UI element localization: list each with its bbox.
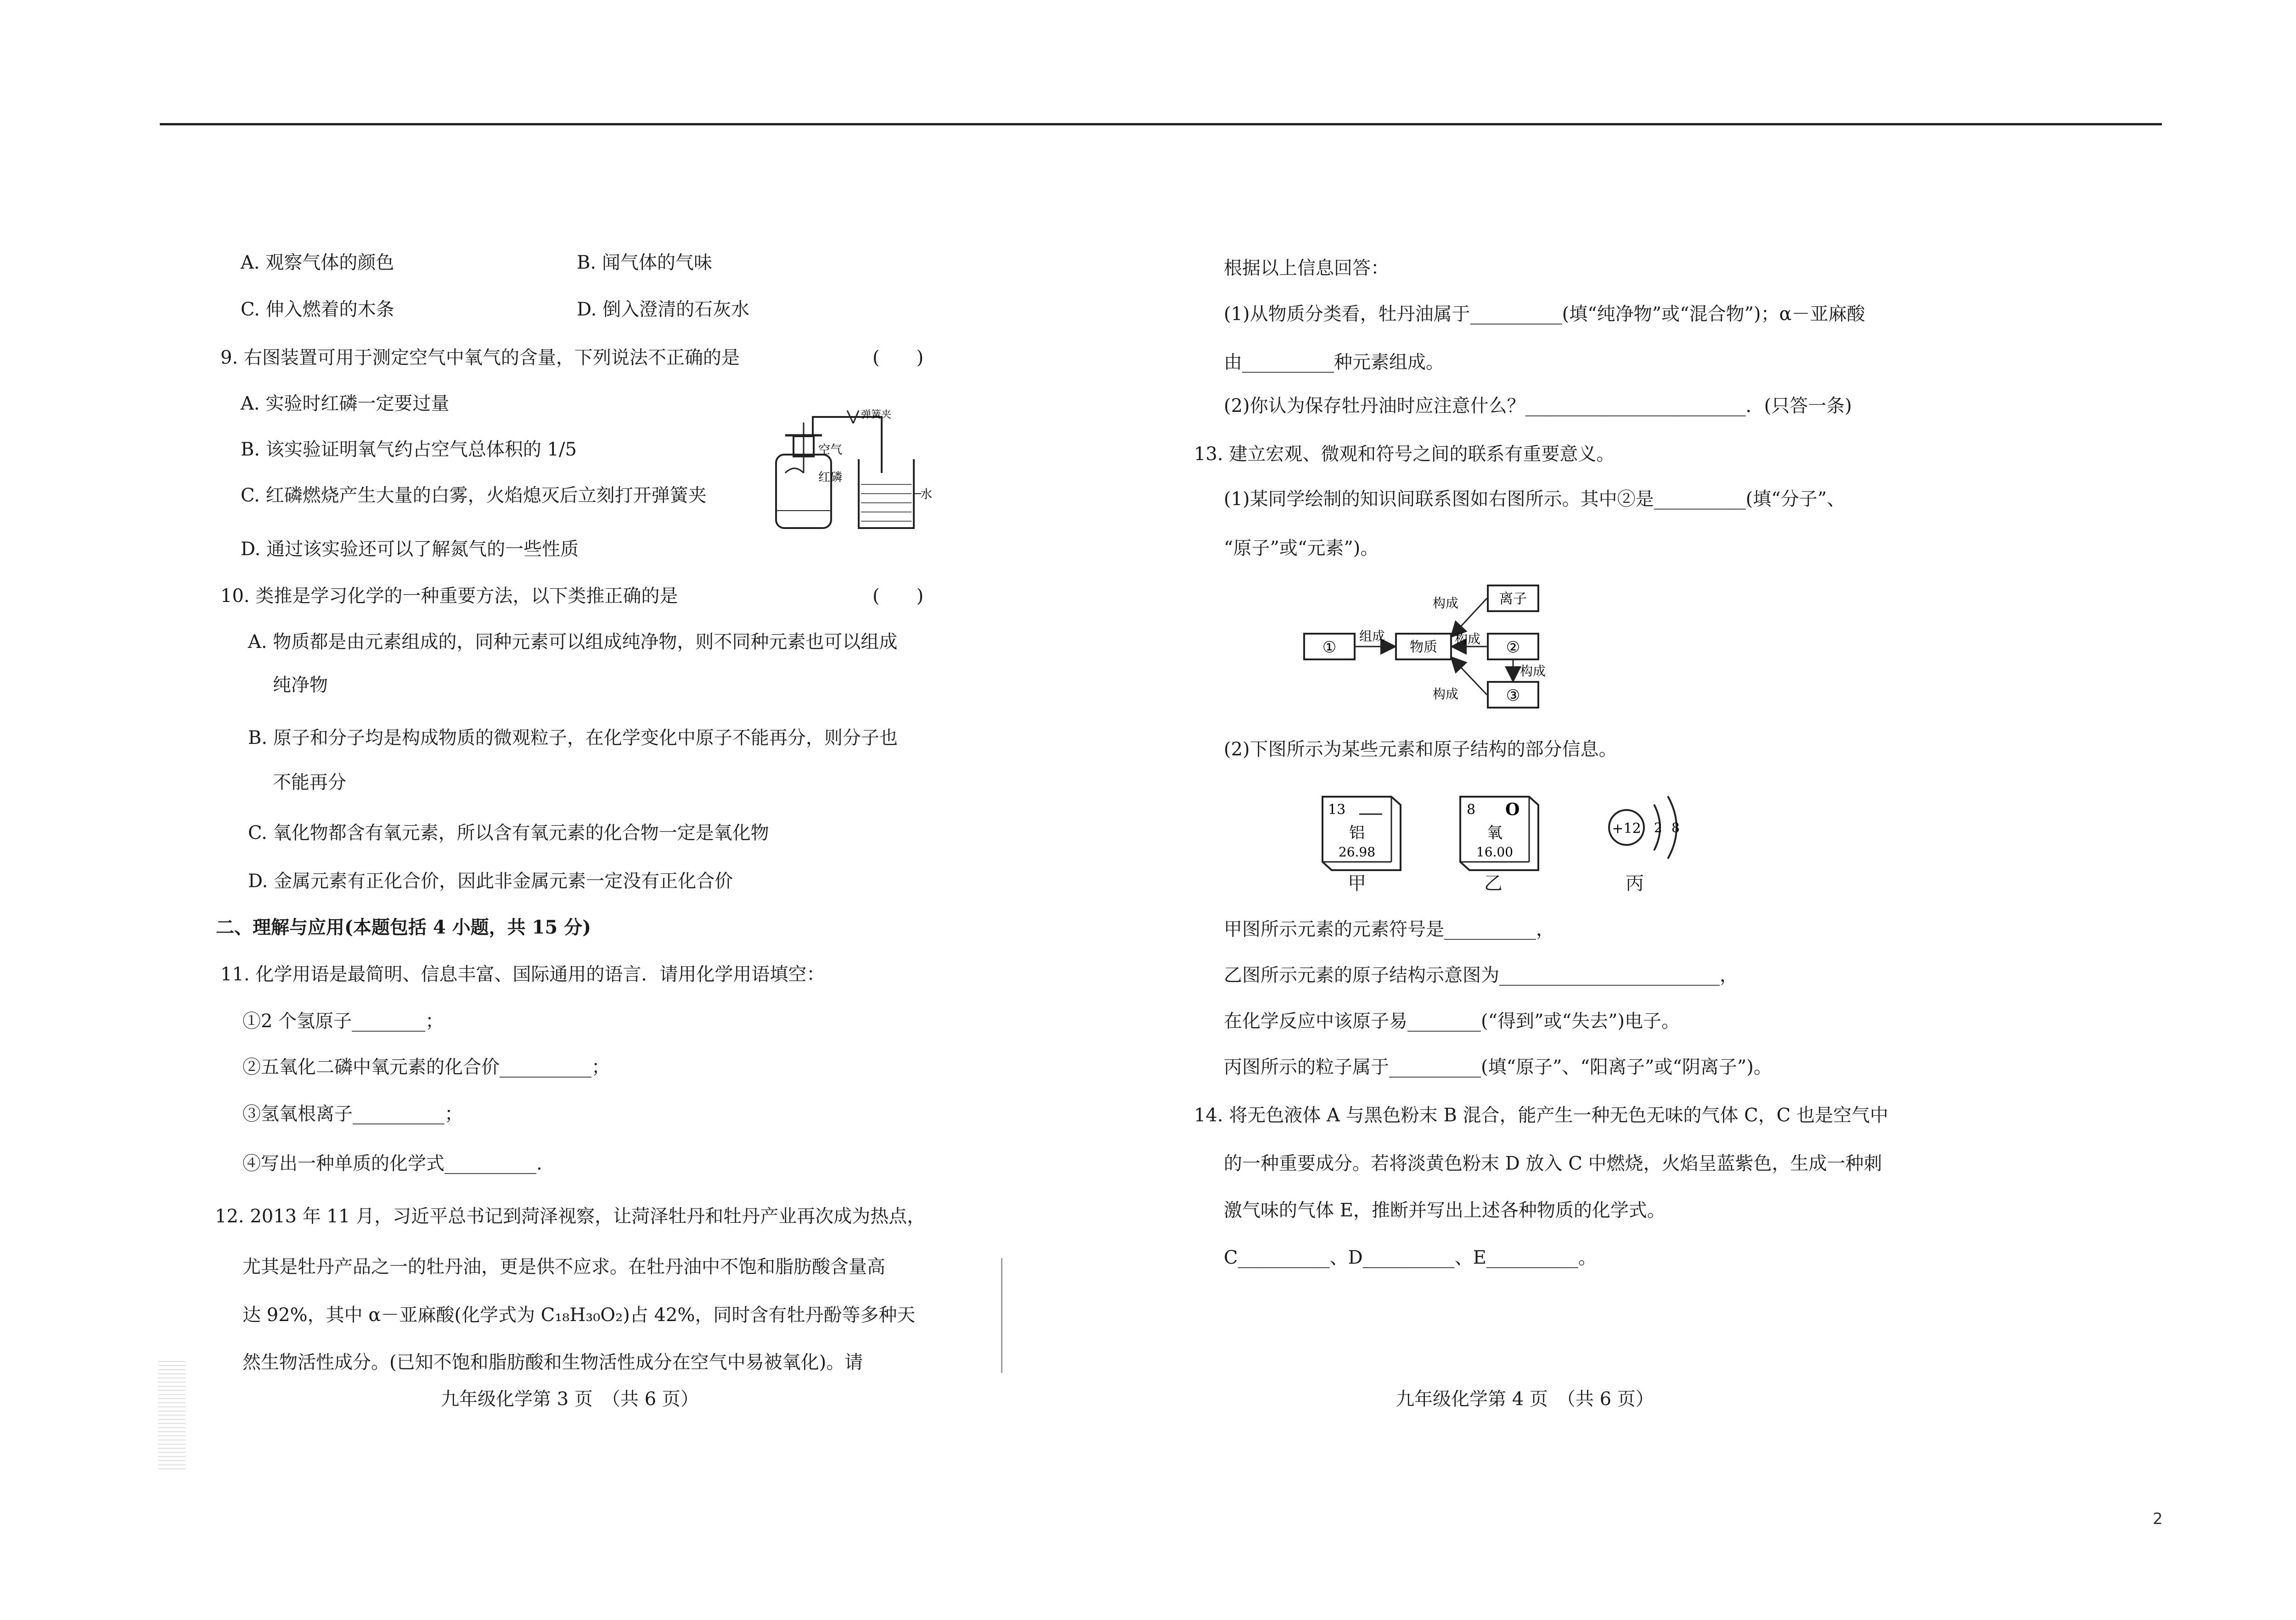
svg-text:构成: 构成 bbox=[1433, 596, 1459, 611]
svg-text:①: ① bbox=[1322, 638, 1337, 657]
ion-structure-bing bbox=[1603, 786, 1694, 869]
q14-line2: 的一种重要成分。若将淡黄色粉末 D 放入 C 中燃烧，火焰呈蓝紫色，生成一种刺 bbox=[1224, 1153, 1882, 1174]
svg-text:水: 水 bbox=[920, 488, 932, 501]
right-footer: 九年级化学第 4 页 （共 6 页） bbox=[1396, 1389, 1654, 1410]
element-card-yi bbox=[1456, 792, 1543, 884]
q8-option-a: A. 观察气体的颜色 bbox=[241, 252, 394, 273]
q11-stem: 11. 化学用语是最简明、信息丰富、国际通用的语言．请用化学用语填空： bbox=[220, 964, 825, 985]
svg-text:②: ② bbox=[1506, 638, 1520, 657]
q12-part2: (2)你认为保存牡丹油时应注意什么？________________________．(只答一条) bbox=[1224, 395, 1852, 416]
q13-answer-2: 乙图所示元素的原子结构示意图为________________________， bbox=[1224, 965, 1738, 986]
svg-text:26.98: 26.98 bbox=[1338, 844, 1376, 860]
q10-option-d: D. 金属元素有正化合价，因此非金属元素一定没有正化合价 bbox=[248, 871, 733, 892]
svg-text:构成: 构成 bbox=[1520, 664, 1546, 679]
q9-bracket: ( ) bbox=[872, 347, 924, 368]
q9-option-b: B. 该实验证明氧气约占空气总体积的 1/5 bbox=[241, 439, 577, 460]
q13-stem: 13. 建立宏观、微观和符号之间的联系有重要意义。 bbox=[1194, 444, 1615, 465]
svg-text:弹簧夹: 弹簧夹 bbox=[861, 409, 892, 421]
q11-item-3: ③氢氧根离子__________； bbox=[242, 1103, 463, 1125]
scan-noise bbox=[158, 1359, 186, 1469]
svg-text:构成: 构成 bbox=[1433, 686, 1459, 702]
label-jia: 甲 bbox=[1348, 873, 1366, 894]
q13-part2: (2)下图所示为某些元素和原子结构的部分信息。 bbox=[1224, 739, 1617, 760]
svg-text:离子: 离子 bbox=[1499, 591, 1527, 607]
q11-item-4: ④写出一种单质的化学式__________. bbox=[242, 1153, 542, 1174]
svg-text:铝: 铝 bbox=[1349, 824, 1365, 842]
q10-option-b-line1: B. 原子和分子均是构成物质的微观粒子，在化学变化中原子不能再分，则分子也 bbox=[248, 727, 898, 748]
svg-text:空气: 空气 bbox=[818, 443, 843, 457]
svg-text:8: 8 bbox=[1671, 820, 1680, 835]
svg-text:组成: 组成 bbox=[1359, 629, 1385, 644]
q8-option-d: D. 倒入澄清的石灰水 bbox=[577, 299, 750, 320]
q12-line4: 然生物活性成分。(已知不饱和脂肪酸和生物活性成分在空气中易被氧化)。请 bbox=[242, 1352, 863, 1373]
q10-option-c: C. 氧化物都含有氧元素，所以含有氧元素的化合物一定是氧化物 bbox=[248, 822, 769, 844]
section-2-heading: 二、理解与应用(本题包括 4 小题，共 15 分) bbox=[216, 917, 591, 938]
svg-text:构成: 构成 bbox=[1455, 631, 1481, 647]
label-bing: 丙 bbox=[1626, 873, 1644, 894]
q14-line1: 14. 将无色液体 A 与黑色粉末 B 混合，能产生一种无色无味的气体 C，C 也是空气中 bbox=[1194, 1105, 1889, 1126]
element-card-jia bbox=[1318, 792, 1405, 884]
page-number: 2 bbox=[2153, 1510, 2163, 1528]
q13-answer-3: 在化学反应中该原子易________(“得到”或“失去”)电子。 bbox=[1224, 1011, 1680, 1032]
q8-option-c: C. 伸入燃着的木条 bbox=[241, 299, 394, 320]
q10-option-a-line2: 纯净物 bbox=[273, 675, 328, 696]
q11-item-1: ①2 个氢原子________； bbox=[242, 1011, 444, 1032]
q10-bracket: ( ) bbox=[872, 585, 924, 607]
label-yi: 乙 bbox=[1484, 873, 1503, 894]
q11-item-2: ②五氧化二磷中氧元素的化合价__________； bbox=[242, 1057, 610, 1078]
svg-text:红磷: 红磷 bbox=[818, 471, 843, 484]
q12-line2: 尤其是牡丹产品之一的牡丹油，更是供不应求。在牡丹油中不饱和脂肪酸含量高 bbox=[242, 1256, 885, 1277]
q9-apparatus-figure bbox=[767, 404, 932, 537]
svg-text:O: O bbox=[1505, 800, 1520, 819]
q12-line1: 12. 2013 年 11 月，习近平总书记到菏泽视察，让菏泽牡丹和牡丹产业再次成为热点， bbox=[215, 1206, 926, 1227]
top-rule bbox=[160, 123, 2162, 125]
q13-part1-line1: (1)某同学绘制的知识间联系图如右图所示。其中②是__________(填“分子”、 bbox=[1224, 489, 1846, 510]
q9-stem: 9. 右图装置可用于测定空气中氧气的含量，下列说法不正确的是 bbox=[220, 347, 740, 368]
svg-text:物质: 物质 bbox=[1410, 639, 1437, 655]
q13-part1-line2: “原子”或“元素”)。 bbox=[1224, 538, 1379, 559]
svg-text:16.00: 16.00 bbox=[1476, 844, 1514, 860]
q14-line3: 激气味的气体 E，推断并写出上述各种物质的化学式。 bbox=[1224, 1200, 1666, 1221]
q9-option-c: C. 红磷燃烧产生大量的白雾，火焰熄灭后立刻打开弹簧夹 bbox=[241, 485, 707, 506]
q13-answer-1: 甲图所示元素的元素符号是__________， bbox=[1224, 919, 1554, 940]
svg-text:13: 13 bbox=[1328, 802, 1346, 818]
q12-part1-line2: 由__________种元素组成。 bbox=[1224, 352, 1444, 373]
svg-text:8: 8 bbox=[1467, 802, 1476, 818]
q14-line4: C__________、D__________、E__________。 bbox=[1224, 1247, 1597, 1268]
svg-text:氧: 氧 bbox=[1487, 824, 1503, 842]
q13-concept-diagram bbox=[1300, 576, 1612, 714]
svg-text:+12: +12 bbox=[1612, 821, 1641, 837]
q10-option-a-line1: A. 物质都是由元素组成的，同种元素可以组成纯净物，则不同种元素也可以组成 bbox=[248, 631, 898, 652]
left-footer: 九年级化学第 3 页 （共 6 页） bbox=[441, 1389, 699, 1410]
svg-text:③: ③ bbox=[1506, 686, 1520, 705]
q10-stem: 10. 类推是学习化学的一种重要方法，以下类推正确的是 bbox=[220, 585, 678, 607]
q12-intro: 根据以上信息回答： bbox=[1224, 258, 1389, 279]
scan-divider bbox=[1001, 1258, 1002, 1373]
q9-option-d: D. 通过该实验还可以了解氮气的一些性质 bbox=[241, 539, 579, 560]
q12-line3: 达 92%，其中 α－亚麻酸(化学式为 C₁₈H₃₀O₂)占 42%，同时含有牡丹酚等多种天 bbox=[242, 1305, 916, 1326]
svg-text:2: 2 bbox=[1654, 820, 1662, 835]
q12-part1-line1: (1)从物质分类看，牡丹油属于__________(填“纯净物”或“混合物”)；α－亚麻酸 bbox=[1224, 304, 1865, 325]
q13-answer-4: 丙图所示的粒子属于__________(填“原子”、“阳离子”或“阴离子”)。 bbox=[1224, 1057, 1772, 1078]
q8-option-b: B. 闻气体的气味 bbox=[577, 252, 712, 273]
q9-option-a: A. 实验时红磷一定要过量 bbox=[241, 393, 450, 414]
q10-option-b-line2: 不能再分 bbox=[273, 772, 346, 793]
